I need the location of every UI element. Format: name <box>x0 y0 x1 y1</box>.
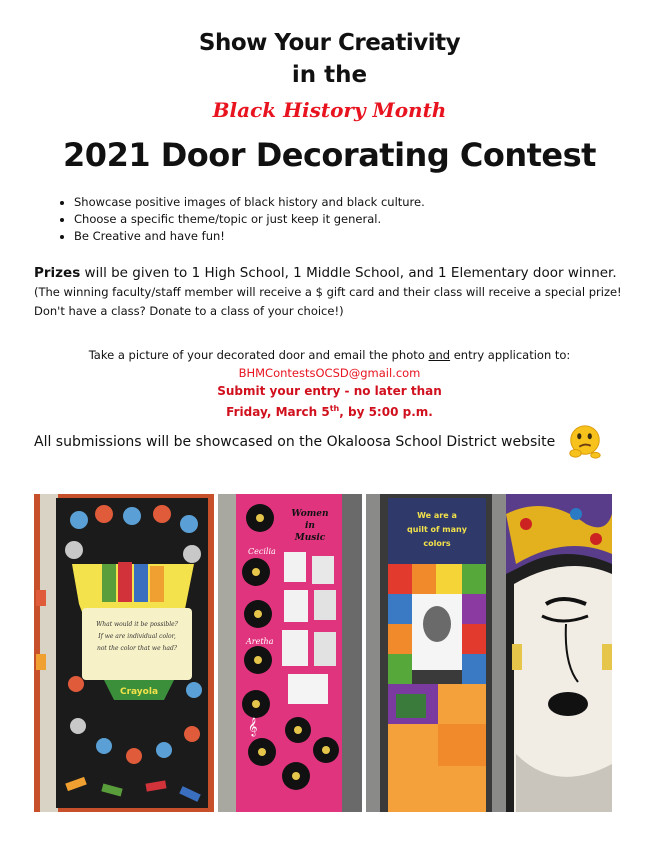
title-line-2: in the <box>291 62 368 88</box>
prizes-label: Prizes <box>34 265 81 281</box>
entry-instructions <box>0 346 659 421</box>
contest-email-link[interactable]: BHMContestsOCSD@gmail.com <box>238 366 421 380</box>
prizes-paragraph <box>34 264 634 321</box>
door-photos <box>34 494 612 812</box>
svg-text:If we are individual color,: If we are individual color, <box>98 633 176 640</box>
deadline-line-2: Friday, March 5th, by 5:00 p.m. <box>226 404 433 419</box>
title-line-1: Show Your Creativity <box>198 30 461 56</box>
prizes-note: (The winning faculty/staff member will receive a $ gift card and their class will receive a special prize! Don't have a class? Donate to a class of your choice!) <box>34 285 622 318</box>
title-contest: 2021 Door Decorating Contest <box>63 136 596 174</box>
door-photo-women-in-music <box>218 494 362 812</box>
svg-text:Music: Music <box>294 533 326 543</box>
svg-text:in: in <box>305 521 315 531</box>
svg-text:colors: colors <box>423 539 451 548</box>
entry-instruction-line: Take a picture of your decorated door and email the photo and entry application to: <box>88 348 571 362</box>
prizes-text: will be given to 1 High School, 1 Middle School, and 1 Elementary door winner. <box>80 265 617 281</box>
thinking-emoji-icon <box>566 422 604 460</box>
crayola-label: Crayola <box>119 687 159 697</box>
guideline-item: • Showcase positive images of black history and black culture. <box>74 194 425 211</box>
quilt-title: We are a <box>417 511 457 520</box>
door2-name-1: Cecilia <box>248 547 276 556</box>
door1-script-text: What would it be possible? <box>96 621 178 628</box>
door-photo-quilt <box>366 494 506 812</box>
svg-text:not the color that we had?: not the color that we had? <box>96 645 178 652</box>
and-underlined: and <box>428 348 451 362</box>
women-in-music-title: Women <box>291 509 329 519</box>
svg-text:𝄞: 𝄞 <box>248 717 258 736</box>
guideline-item: • Choose a specific theme/topic or just keep it general. <box>74 211 425 228</box>
guidelines-list <box>52 194 425 245</box>
door2-name-2: Aretha <box>246 637 274 646</box>
svg-text:quilt of many: quilt of many <box>407 525 467 534</box>
door-photo-crayola <box>34 494 214 812</box>
guideline-item: • Be Creative and have fun! <box>74 228 425 245</box>
title-black-history-month: Black History Month <box>212 98 447 122</box>
showcase-statement: All submissions will be showcased on the Okaloosa School District website <box>34 434 556 450</box>
door-photo-woman-portrait <box>506 494 612 812</box>
deadline-line-1: Submit your entry - no later than <box>217 384 442 398</box>
